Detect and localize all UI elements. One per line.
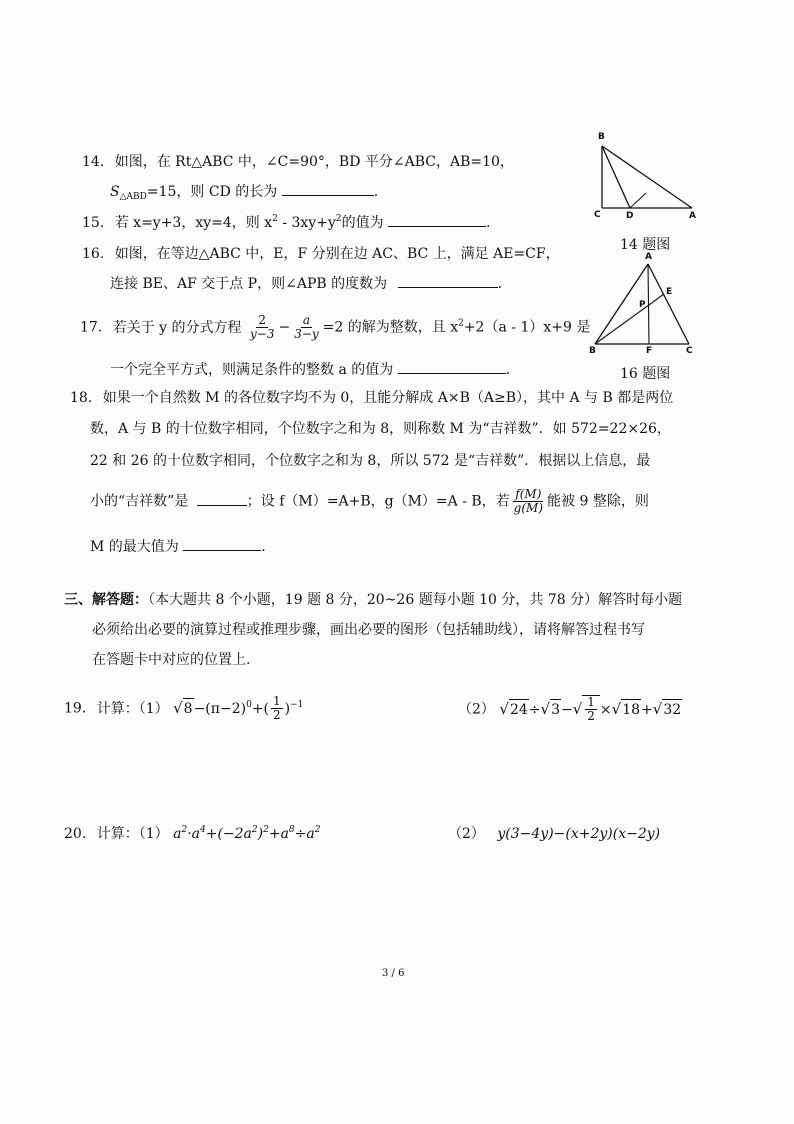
q18-fraction (512, 488, 545, 515)
question-15 (82, 213, 491, 233)
section-3-line3: 在答题卡中对应的位置上. (92, 652, 251, 668)
q15-answer-blank[interactable] (388, 214, 486, 227)
q20-t1: a (173, 826, 182, 842)
q17-f2-numerator: a (302, 313, 310, 327)
q19-p2-times: × (599, 701, 612, 718)
q19-p1-close: ) (284, 700, 291, 717)
q19-p2-frac-den: 2 (587, 709, 595, 723)
fig14-perpendicular (630, 193, 646, 208)
q20-t2: ·a (187, 826, 200, 842)
q20-t5: +a (268, 826, 289, 842)
q15-text-c: 的值为 (341, 215, 384, 231)
q16-answer-blank[interactable] (398, 275, 498, 288)
question-18-line4 (90, 488, 649, 515)
figure-16 (585, 252, 705, 358)
question-19-part1 (64, 695, 303, 722)
q19-expr1: $√8-(\pi-2)^0+$( $\frac{1}{2}$ )$^{-1}$ (173, 694, 304, 722)
q15-end: . (486, 215, 491, 231)
q18-answer-blank-2[interactable] (183, 538, 261, 551)
q18-line4-c: 能被 9 整除，则 (547, 493, 649, 510)
q19-label: 计算：（1） (96, 700, 169, 717)
q18-end: . (261, 539, 266, 555)
q17-end: . (505, 362, 511, 378)
q15-sup1: 2 (272, 214, 278, 224)
fig14-label-a: A (689, 211, 696, 221)
q16-number: 16. (82, 246, 105, 262)
q20-expr1 (173, 826, 320, 842)
fig16-label-e: E (666, 287, 673, 297)
q19-p2-frac-num: 1 (587, 695, 595, 709)
page-number: 3 / 6 (382, 968, 405, 979)
question-17-line2 (110, 360, 510, 380)
fig16-label-c: C (686, 346, 693, 356)
question-14 (82, 152, 514, 172)
fig16-label-f: F (646, 346, 653, 356)
q16-end: . (497, 276, 503, 292)
question-18 (70, 388, 673, 408)
question-16 (82, 244, 560, 264)
q15-text-a: 若 x=y+3，xy=4，则 x (114, 215, 273, 231)
question-18-line2: 数，A 与 B 的十位数字相同，个位数字之和为 8，则称数 M 为“吉祥数”．如 572=22×26， (90, 421, 671, 437)
q20-label: 计算：（1） (96, 826, 169, 842)
q20-e6: 2 (314, 825, 321, 835)
q17-text-a: 若关于 y 的分式方程 (112, 319, 242, 336)
q17-line2: 一个完全平方式，则满足条件的整数 a 的值为 (110, 362, 394, 378)
q18-number: 18. (70, 390, 93, 406)
q19-part2-label: （2） (458, 701, 495, 718)
question-18-line3: 22 和 26 的十位数字相同，个位数字之和为 8，所以 572 是“吉祥数”．根据以上信息，最 (90, 453, 651, 469)
q19-p1-mid: −(π−2) (193, 700, 247, 717)
q15-sup2: 2 (335, 214, 342, 224)
q15-number: 15. (82, 215, 105, 231)
q15-text-b: - 3xy+y (277, 215, 336, 231)
q19-p2-minus: − (560, 701, 573, 718)
q19-p1-radicand: 8 (183, 698, 194, 719)
q17-text-b: =2 的解为整数，且 x (322, 319, 459, 336)
q17-answer-blank[interactable] (398, 361, 506, 374)
q20-e3: 2 (251, 825, 258, 835)
q18-frac-denominator: g(M) (513, 501, 544, 515)
q17-f1-denominator: y−3 (249, 327, 275, 341)
q17-minus: − (278, 319, 291, 336)
q20-number: 20. (64, 826, 87, 842)
figure-16-caption: 16 题图 (620, 366, 671, 382)
q20-part2-label: （2） (448, 826, 485, 842)
question-20-part1 (64, 824, 320, 844)
q19-p2-rad4: 32 (662, 699, 682, 720)
q18-line4-a: 小的“吉祥数”是 (90, 493, 189, 510)
q17-number: 17. (80, 319, 103, 336)
q19-p2-rad2: 3 (550, 699, 561, 720)
fig14-label-c: C (594, 210, 601, 220)
q20-e5: 8 (288, 825, 295, 835)
q17-f1-numerator: 2 (258, 313, 267, 327)
q18-line4-b: ；设 f（M）=A+B，g（M）=A - B，若 (246, 493, 510, 510)
q20-t3: +(−2a (205, 826, 252, 842)
q20-t6: ÷a (294, 826, 315, 842)
fig16-label-b: B (589, 346, 596, 356)
q19-p1-frac-num: 1 (273, 694, 281, 708)
q19-p1-fraction (271, 695, 283, 722)
q18-answer-blank-1[interactable] (197, 493, 247, 506)
q14-line2: =15，则 CD 的长为 (146, 184, 278, 200)
question-14-line2 (110, 182, 378, 202)
q19-p2-div: ÷ (528, 701, 541, 718)
fig16-label-a: A (645, 252, 652, 262)
q20-t4: ) (257, 826, 264, 842)
section-3-heading (64, 590, 682, 610)
q14-s-subscript: △ABD (119, 192, 147, 202)
fig16-label-p: P (639, 300, 646, 310)
q14-number: 14. (82, 154, 105, 170)
q18-line1: 如果一个自然数 M 的各位数字均不为 0，且能分解成 A×B（A≥B），其中 A 与 B 都是两位 (102, 390, 674, 406)
question-19-part2 (458, 695, 682, 723)
q17-f2-denominator: 3−y (294, 327, 319, 341)
question-20-part2 (448, 824, 660, 844)
q20-expr2: y(3−4y)−(x+2y)(x−2y) (497, 826, 661, 842)
fig14-label-b: B (598, 132, 605, 142)
q19-p2-rad1: 24 (509, 699, 529, 720)
q19-number: 19. (64, 700, 87, 717)
fig16-segment-be (595, 294, 664, 344)
section-3-line2: 必须给出必要的演算过程或推理步骤，画出必要的图形（包括辅助线），请将解答过程书写 (92, 622, 645, 638)
q14-answer-blank[interactable] (282, 183, 374, 196)
fig14-label-d: D (626, 211, 634, 221)
q20-e1: 2 (181, 825, 188, 835)
question-18-line5 (90, 537, 266, 557)
fig16-side-ac (648, 264, 689, 344)
section-3-title: 三、解答题： (64, 592, 148, 608)
q20-e2: 4 (199, 825, 206, 835)
q19-p2-plus: + (641, 701, 653, 718)
q19-p2-rad3: 18 (621, 699, 641, 720)
q19-p2-sqrt-frac (582, 695, 600, 723)
q17-fraction-1 (248, 314, 276, 341)
q19-p1-exp: −1 (290, 699, 304, 710)
q20-e4: 2 (263, 825, 269, 835)
section-3-line1: （本大题共 8 个小题，19 题 8 分，20~26 题每小题 10 分，共 78 分）解答时每小题 (148, 592, 683, 608)
fig16-segment-af (648, 264, 649, 344)
q19-p1-exp0: 0 (246, 699, 252, 710)
q19-p1-plus: +( (251, 700, 270, 717)
figure-14 (588, 128, 708, 228)
q17-fraction-2 (292, 314, 320, 341)
q17-text-c: +2（a - 1）x+9 是 (463, 319, 591, 336)
q14-line1: 如图，在 Rt△ABC 中，∠C=90°，BD 平分∠ABC，AB=10， (114, 154, 514, 170)
q17-sup: 2 (458, 318, 464, 329)
q19-expr2: √24÷√3−√ $\frac{1}{2}$ ×√18+√32 (499, 695, 682, 723)
q18-frac-numerator: f(M) (515, 487, 542, 501)
q14-end: . (373, 184, 379, 200)
q16-line2: 连接 BE、AF 交于点 P，则∠APB 的度数为 (110, 276, 388, 292)
q14-s-symbol: S (110, 184, 120, 200)
figure-14-caption: 14 题图 (620, 237, 671, 253)
q18-line5: M 的最大值为 (90, 539, 179, 555)
q19-p1-frac-den: 2 (273, 708, 281, 722)
q16-line1: 如图，在等边△ABC 中，E，F 分别在边 AC、BC 上，满足 AE=CF， (114, 246, 560, 262)
question-16-line2 (110, 274, 502, 294)
question-17 (80, 314, 590, 341)
